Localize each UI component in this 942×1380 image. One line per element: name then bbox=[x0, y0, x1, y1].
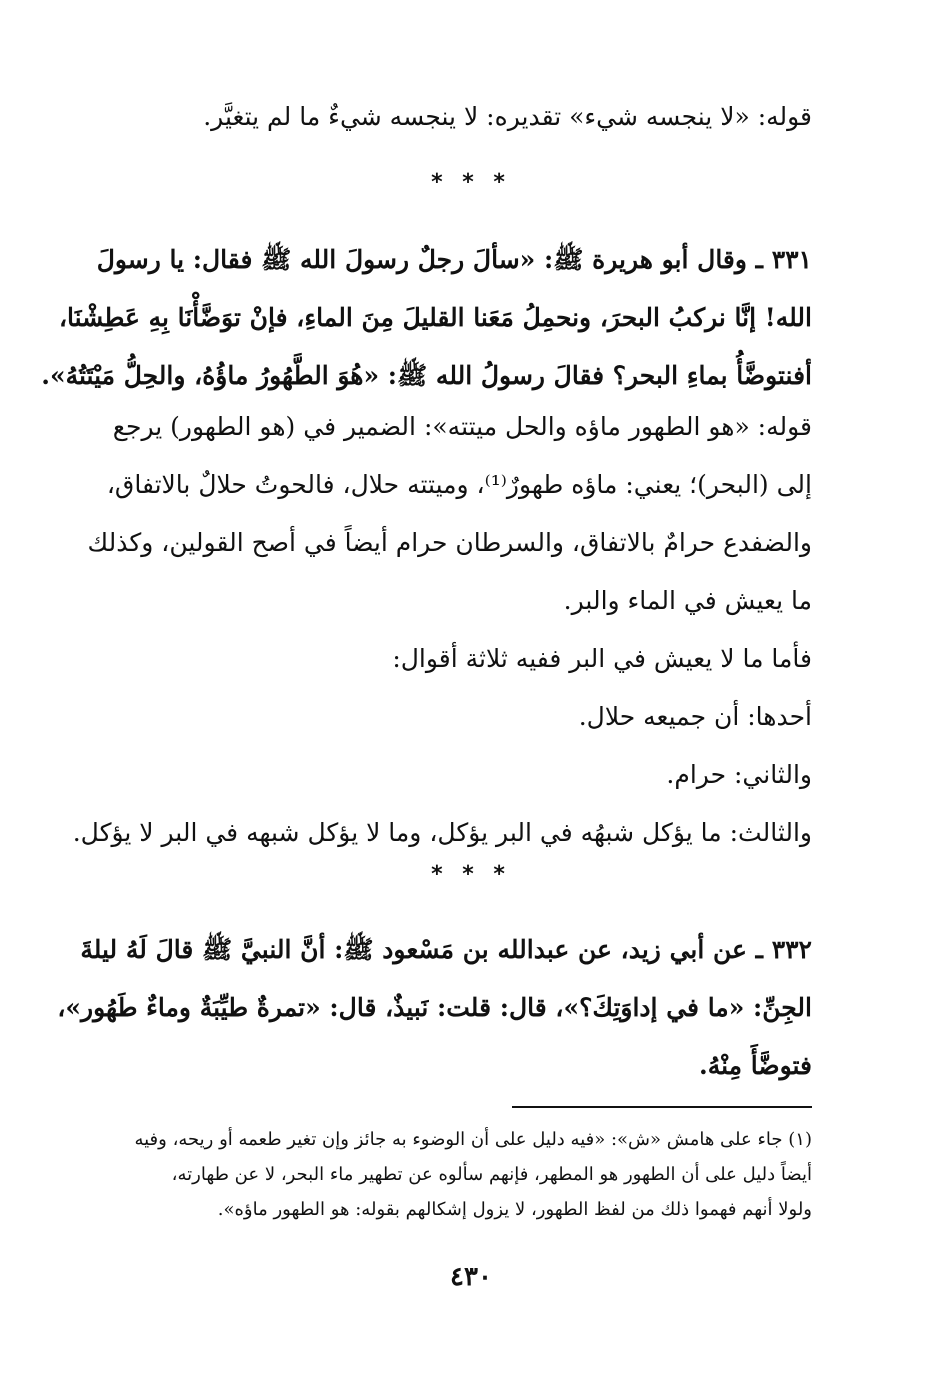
footnote-line: أيضاً دليل على أن الطهور هو المطهر، فإنهم سألوه عن تطهير ماء البحر، لا عن طهارته، bbox=[171, 1164, 812, 1185]
text-line: إلى (البحر)؛ يعني: ماؤه طهورٌ⁽¹⁾، وميتته حلال، فالحوتُ حلالٌ بالاتفاق، bbox=[106, 470, 812, 499]
text-line: والضفدع حرامٌ بالاتفاق، والسرطان حرام أيضاً في أصح القولين، وكذلك bbox=[87, 528, 812, 557]
text-line: أفنتوضَّأُ بماءِ البحر؟ فقالَ رسولُ الله ﷺ: «هُوَ الطَّهُورُ ماؤُهُ، والحِلُّ مَيْتَتُهُ». bbox=[41, 361, 812, 390]
text-line: الجِنِّ: «ما في إداوَتِكَ؟»، قال: قلت: نَبيذٌ، قال: «تمرةٌ طيِّبَةٌ وماءٌ طَهُور»، bbox=[57, 993, 812, 1022]
footnote bbox=[100, 1122, 812, 1227]
text-line: الله! إنَّا نركبُ البحرَ، ونحمِلُ مَعَنا القليلَ مِنَ الماءِ، فإنْ توَضَّأْنَا بِهِ عَطِشْنَا، bbox=[58, 303, 812, 332]
footnote-line: ولولا أنهم فهموا ذلك من لفظ الطهور، لا يزول إشكالهم بقوله: هو الطهور ماؤه». bbox=[217, 1199, 812, 1220]
commentary bbox=[72, 398, 812, 862]
footnote-divider bbox=[512, 1106, 812, 1108]
text-line: قوله: «لا ينجسه شيء» تقديره: لا ينجسه شيءٌ ما لم يتغيَّر. bbox=[203, 102, 812, 131]
text-line: والثاني: حرام. bbox=[666, 760, 812, 789]
text-line: ٣٣٢ ـ عن أبي زيد، عن عبدالله بن مَسْعود ﷺ: أنَّ النبيَّ ﷺ قالَ لَهُ ليلةَ bbox=[80, 935, 812, 964]
text-line: ٣٣١ ـ وقال أبو هريرة ﷺ: «سألَ رجلٌ رسولَ الله ﷺ فقال: يا رسولَ bbox=[96, 245, 812, 274]
text-line: أحدها: أن جميعه حلال. bbox=[578, 702, 812, 731]
intro-paragraph bbox=[100, 88, 812, 146]
text-line: فأما ما لا يعيش في البر ففيه ثلاثة أقوال: bbox=[392, 644, 812, 673]
hadith-332 bbox=[57, 921, 812, 1095]
text-line: ما يعيش في الماء والبر. bbox=[563, 586, 812, 615]
text-line: فتوضَّأَ مِنْهُ. bbox=[698, 1051, 812, 1080]
page-number: ٤٣٠ bbox=[450, 1262, 492, 1292]
text-line: قوله: «هو الطهور ماؤه والحل ميتته»: الضمير في (هو الطهور) يرجع bbox=[112, 412, 812, 441]
section-separator: * * * bbox=[431, 170, 511, 195]
footnote-line: (١) جاء على هامش «ش»: «فيه دليل على أن الوضوء به جائز وإن تغير طعمه أو ريحه، وفيه bbox=[134, 1129, 812, 1150]
text-line: والثالث: ما يؤكل شبهُه في البر يؤكل، وما لا يؤكل شبهه في البر لا يؤكل. bbox=[72, 818, 812, 847]
section-separator: * * * bbox=[431, 862, 511, 887]
hadith-331 bbox=[41, 231, 812, 405]
